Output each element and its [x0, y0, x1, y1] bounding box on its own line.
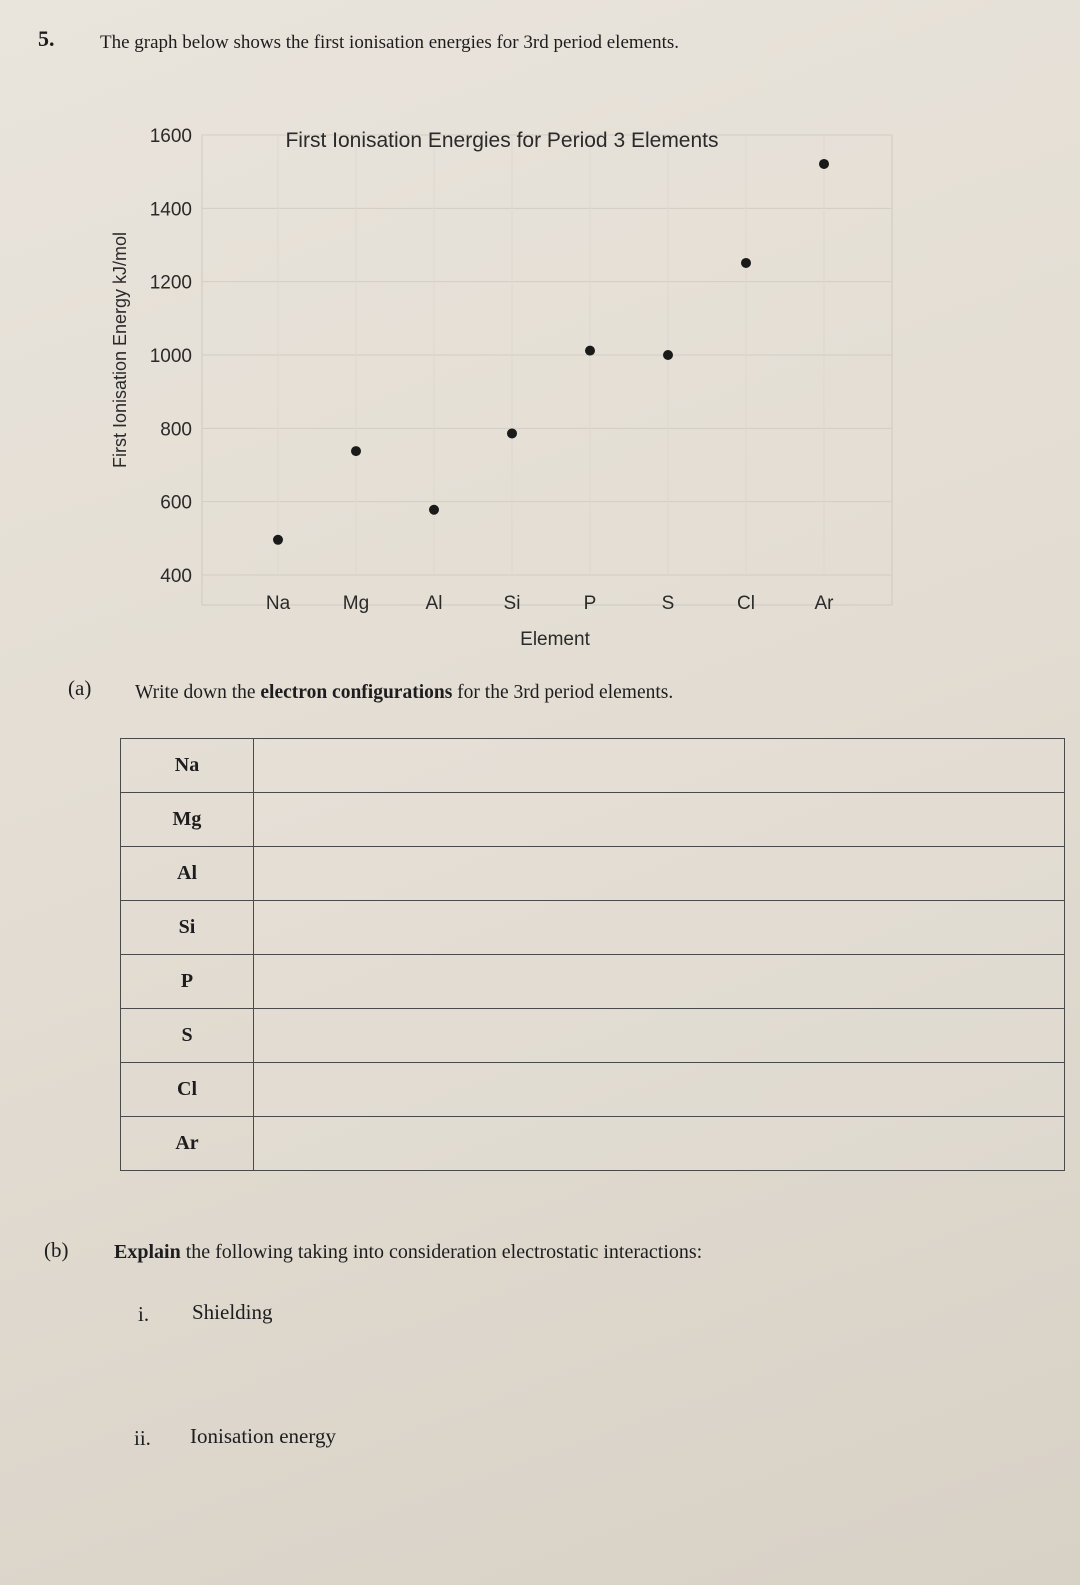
- part-b-label: (b): [44, 1238, 69, 1262]
- part-b-text-rest: the following taking into consideration electrostatic interactions:: [180, 1241, 703, 1263]
- config-row: [121, 901, 1065, 955]
- config-answer-cell[interactable]: [254, 901, 1065, 955]
- x-tick-label: Cl: [737, 593, 755, 614]
- question-intro: The graph below shows the first ionisation energies for 3rd period elements.: [100, 32, 680, 53]
- element-symbol-cell: Na: [121, 739, 254, 793]
- x-tick-label: Al: [425, 593, 443, 614]
- config-answer-cell[interactable]: [254, 1063, 1065, 1117]
- element-symbol-cell: Ar: [121, 1117, 254, 1171]
- ionisation-chart: [90, 105, 930, 675]
- element-symbol-cell: S: [121, 1009, 254, 1063]
- element-symbol-cell: Cl: [121, 1063, 254, 1117]
- y-tick-label: 800: [160, 419, 192, 441]
- part-a-text-suffix: for the 3rd period elements.: [452, 682, 674, 703]
- gridlines: [202, 135, 892, 575]
- data-point-s: [663, 350, 673, 360]
- x-tick-label: S: [661, 593, 675, 614]
- x-tick-label: Na: [265, 593, 291, 614]
- x-tick-label: Mg: [342, 593, 370, 614]
- config-answer-cell[interactable]: [254, 847, 1065, 901]
- config-row: [121, 739, 1065, 793]
- y-tick-label: 1400: [149, 199, 192, 221]
- x-tick-label: Si: [503, 593, 521, 614]
- y-tick-label: 1000: [149, 346, 192, 367]
- config-answer-cell[interactable]: [254, 739, 1065, 793]
- data-point-p: [585, 346, 595, 356]
- part-a-text-prefix: Write down the: [135, 682, 261, 703]
- data-point-al: [429, 505, 439, 515]
- part-b-item-ionisation: Ionisation energy: [190, 1424, 336, 1448]
- y-tick-label: 600: [160, 492, 192, 514]
- part-b-item-shielding: Shielding: [192, 1300, 273, 1324]
- part-b-text-bold: Explain: [114, 1241, 181, 1263]
- plot-area: [202, 135, 892, 605]
- config-row: [121, 1117, 1065, 1171]
- x-tick-label: P: [583, 593, 597, 614]
- config-answer-cell[interactable]: [254, 955, 1065, 1009]
- config-row: [121, 847, 1065, 901]
- y-tick-label: 400: [160, 566, 192, 587]
- data-point-ar: [819, 159, 829, 169]
- element-symbol-cell: Si: [121, 901, 254, 955]
- y-tick-labels: [150, 126, 192, 587]
- config-row: [121, 793, 1065, 847]
- config-row: [121, 955, 1065, 1009]
- x-axis-label: Element: [520, 629, 590, 650]
- question-number: 5.: [38, 26, 55, 51]
- element-symbol-cell: Mg: [121, 793, 254, 847]
- part-a-question: [135, 682, 673, 704]
- part-b-question: [114, 1241, 702, 1264]
- config-answer-cell[interactable]: [254, 1009, 1065, 1063]
- x-tick-labels: [266, 593, 834, 614]
- electron-config-table: [120, 738, 1065, 1171]
- y-tick-label: 1600: [149, 126, 192, 147]
- config-answer-cell[interactable]: [254, 1117, 1065, 1171]
- part-b-item-number: i.: [138, 1302, 150, 1326]
- config-row: [121, 1009, 1065, 1063]
- data-point-mg: [351, 446, 361, 456]
- data-point-si: [507, 428, 517, 438]
- chart-title: First Ionisation Energies for Period 3 Elements: [285, 129, 719, 152]
- data-point-cl: [741, 258, 751, 268]
- data-point-na: [273, 535, 283, 545]
- y-axis-label: First Ionisation Energy kJ/mol: [110, 231, 130, 469]
- chart-svg: [90, 105, 930, 675]
- element-symbol-cell: P: [121, 955, 254, 1009]
- part-a-label: (a): [68, 676, 92, 700]
- config-row: [121, 1063, 1065, 1117]
- element-symbol-cell: Al: [121, 847, 254, 901]
- x-tick-label: Ar: [814, 593, 834, 614]
- y-tick-label: 1200: [149, 272, 192, 294]
- part-a-text-bold: electron configurations: [260, 682, 453, 703]
- part-b-item-number: ii.: [134, 1426, 151, 1450]
- config-answer-cell[interactable]: [254, 793, 1065, 847]
